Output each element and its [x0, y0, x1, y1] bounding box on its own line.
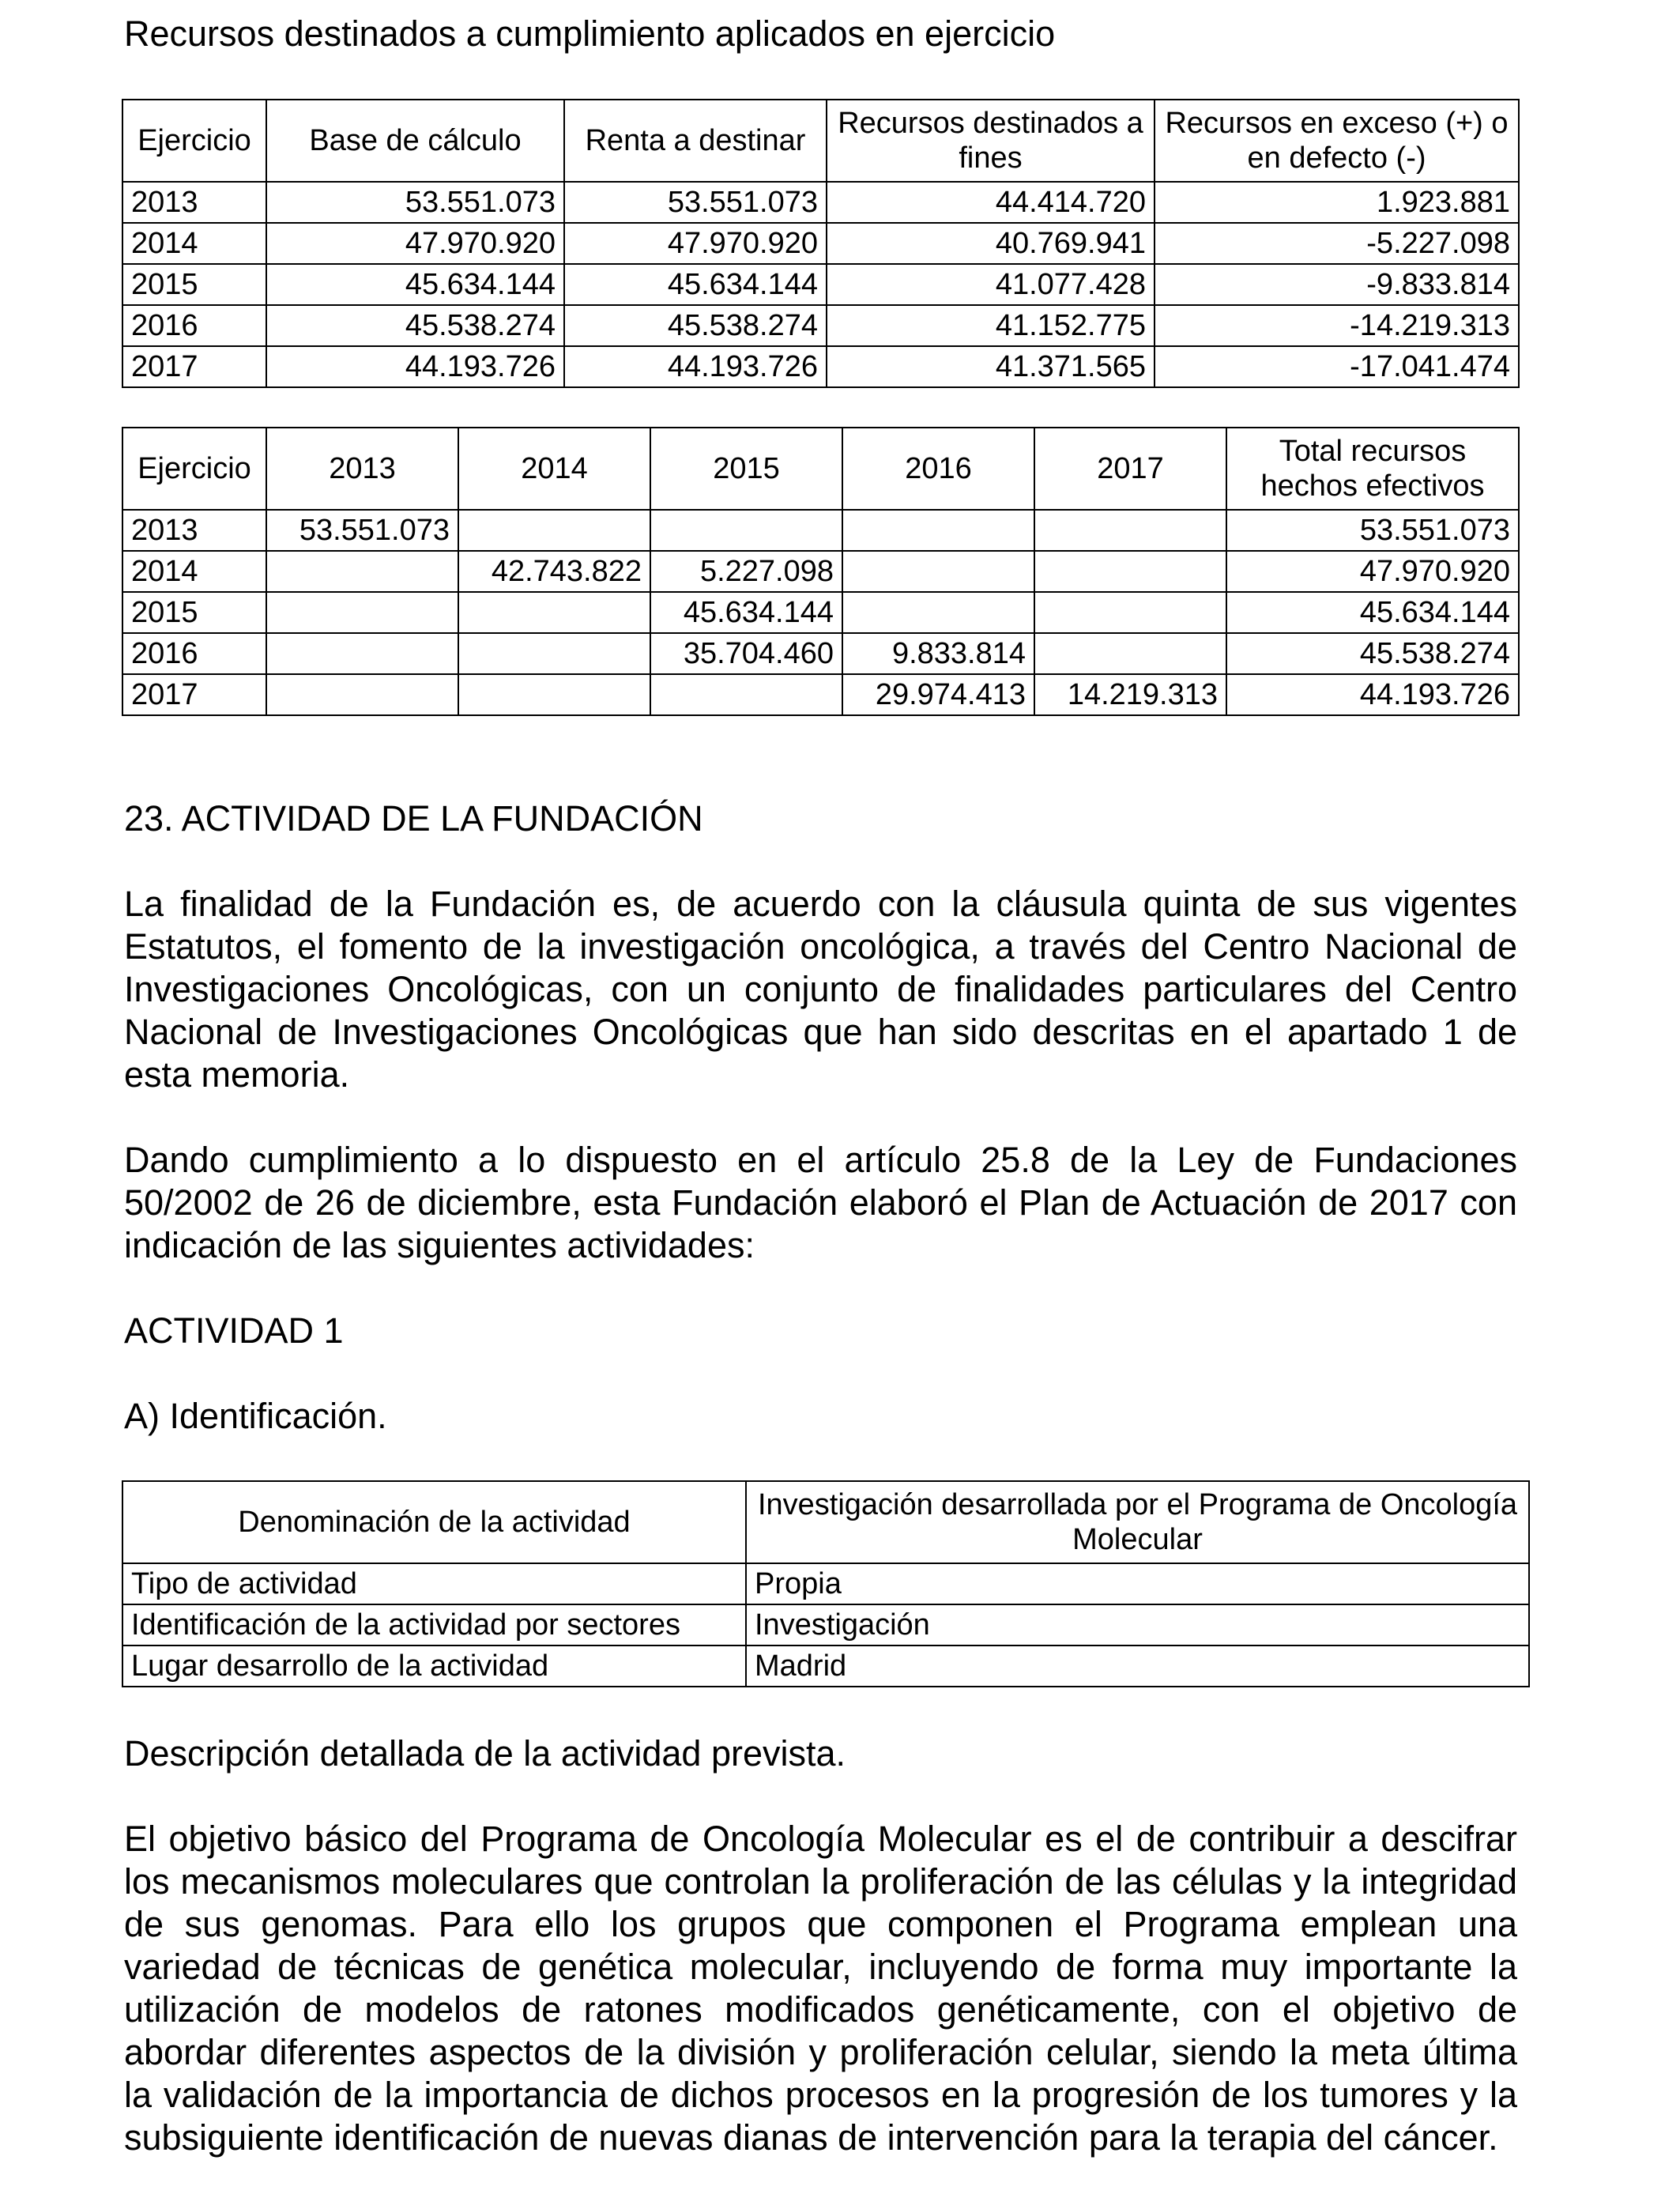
table-cell: [1034, 510, 1226, 551]
table-cell: 45.538.274: [564, 305, 827, 346]
table-cell: [650, 674, 842, 715]
section-heading: 23. ACTIVIDAD DE LA FUNDACIÓN: [124, 798, 703, 839]
table-cell: Madrid: [746, 1646, 1529, 1687]
table-cell: 45.634.144: [564, 264, 827, 305]
table-cell: 2015: [122, 592, 266, 633]
table-cell: [1034, 592, 1226, 633]
table-cell: 47.970.920: [564, 223, 827, 264]
table-cell: [266, 551, 458, 592]
table-cell: 2014: [122, 551, 266, 592]
table-cell: [458, 510, 650, 551]
table-cell: Tipo de actividad: [122, 1563, 746, 1604]
table-row: [122, 592, 1519, 633]
description-heading: Descripción detallada de la actividad prevista.: [124, 1733, 846, 1774]
table-header-row: [122, 428, 1519, 510]
table-row: [122, 223, 1519, 264]
table-cell: 41.152.775: [827, 305, 1155, 346]
column-header: Base de cálculo: [266, 100, 564, 182]
table-cell: Lugar desarrollo de la actividad: [122, 1646, 746, 1687]
column-header: 2017: [1034, 428, 1226, 510]
paragraph-description: El objetivo básico del Programa de Oncología Molecular es el de contribuir a descifrar los mecanismos moleculares que controlan la proliferación de las células y la integridad de sus genomas. Para ello los grupos que componen el Programa emplean una variedad de técnicas de genética molecular, incluyendo de forma muy importante la utilización de modelos de ratones modificados genéticamente, con el objetivo de abordar diferentes aspectos de la división y proliferación celular, siendo la meta última la validación de la importancia de dichos procesos en la progresión de los tumores y la subsiguiente identificación de nuevas dianas de intervención para la terapia del cáncer.: [124, 1819, 1517, 2158]
table-cell: [266, 633, 458, 674]
table-cell: -9.833.814: [1155, 264, 1519, 305]
column-header: 2014: [458, 428, 650, 510]
table-cell: 44.193.726: [266, 346, 564, 387]
table-cell: 44.193.726: [1226, 674, 1519, 715]
table-cell: 45.634.144: [266, 264, 564, 305]
table-cell: [458, 674, 650, 715]
table-cell: 2016: [122, 305, 266, 346]
table-cell: [266, 592, 458, 633]
table-cell: -14.219.313: [1155, 305, 1519, 346]
column-header: Recursos en exceso (+) o en defecto (-): [1155, 100, 1519, 182]
table-header-row: [122, 100, 1519, 182]
column-header: Ejercicio: [122, 100, 266, 182]
column-header: 2013: [266, 428, 458, 510]
table-cell: Identificación de la actividad por sectores: [122, 1604, 746, 1646]
table-cell: [842, 551, 1034, 592]
table-row: [122, 1646, 1529, 1687]
table-header-row: [122, 1481, 1529, 1563]
table-cell: Propia: [746, 1563, 1529, 1604]
table-cell: 29.974.413: [842, 674, 1034, 715]
table-row: [122, 551, 1519, 592]
resources-table: [122, 99, 1520, 388]
table-cell: 53.551.073: [1226, 510, 1519, 551]
table-cell: 5.227.098: [650, 551, 842, 592]
identification-heading: A) Identificación.: [124, 1396, 387, 1436]
table-cell: 9.833.814: [842, 633, 1034, 674]
table-row: [122, 182, 1519, 223]
column-header: Denominación de la actividad: [122, 1481, 746, 1563]
table-row: [122, 1604, 1529, 1646]
column-header: Ejercicio: [122, 428, 266, 510]
table-row: [122, 1563, 1529, 1604]
effective-resources-table: [122, 427, 1520, 716]
paragraph-plan: Dando cumplimiento a lo dispuesto en el artículo 25.8 de la Ley de Fundaciones 50/2002 de 26 de diciembre, esta Fundación elaboró el Plan de Actuación de 2017 con indicación de las siguientes actividades:: [124, 1140, 1517, 1265]
activity-identification-table: [122, 1480, 1530, 1687]
activity-heading: ACTIVIDAD 1: [124, 1310, 344, 1351]
table-cell: 1.923.881: [1155, 182, 1519, 223]
table-cell: 47.970.920: [1226, 551, 1519, 592]
table-cell: [458, 633, 650, 674]
table-cell: 2014: [122, 223, 266, 264]
table-row: [122, 633, 1519, 674]
table-cell: [1034, 551, 1226, 592]
column-header: 2015: [650, 428, 842, 510]
table-cell: 45.538.274: [1226, 633, 1519, 674]
table-cell: [458, 592, 650, 633]
column-header: Total recursos hechos efectivos: [1226, 428, 1519, 510]
table-cell: 44.193.726: [564, 346, 827, 387]
table-cell: 2017: [122, 346, 266, 387]
table-cell: [842, 510, 1034, 551]
table-cell: 14.219.313: [1034, 674, 1226, 715]
table-cell: 2017: [122, 674, 266, 715]
table-cell: 45.634.144: [1226, 592, 1519, 633]
table-cell: 53.551.073: [564, 182, 827, 223]
table-cell: 2013: [122, 182, 266, 223]
table-cell: 2016: [122, 633, 266, 674]
table-cell: 42.743.822: [458, 551, 650, 592]
table-row: [122, 305, 1519, 346]
table-cell: 35.704.460: [650, 633, 842, 674]
table-cell: 41.077.428: [827, 264, 1155, 305]
table-cell: [1034, 633, 1226, 674]
table-row: [122, 674, 1519, 715]
column-header: Investigación desarrollada por el Programa de Oncología Molecular: [746, 1481, 1529, 1563]
table-row: [122, 346, 1519, 387]
column-header: Recursos destinados a fines: [827, 100, 1155, 182]
table-cell: [266, 674, 458, 715]
table-cell: [842, 592, 1034, 633]
table-cell: 2015: [122, 264, 266, 305]
column-header: 2016: [842, 428, 1034, 510]
table-cell: 53.551.073: [266, 510, 458, 551]
table-cell: 47.970.920: [266, 223, 564, 264]
table-cell: 53.551.073: [266, 182, 564, 223]
table-cell: 40.769.941: [827, 223, 1155, 264]
table-cell: Investigación: [746, 1604, 1529, 1646]
table1-title: Recursos destinados a cumplimiento aplicados en ejercicio: [124, 13, 1056, 54]
column-header: Renta a destinar: [564, 100, 827, 182]
table-cell: 2013: [122, 510, 266, 551]
table-row: [122, 264, 1519, 305]
table-cell: 45.538.274: [266, 305, 564, 346]
table-cell: -17.041.474: [1155, 346, 1519, 387]
table-cell: 45.634.144: [650, 592, 842, 633]
table-cell: 41.371.565: [827, 346, 1155, 387]
table-cell: -5.227.098: [1155, 223, 1519, 264]
table-cell: 44.414.720: [827, 182, 1155, 223]
table-cell: [650, 510, 842, 551]
paragraph-purpose: La finalidad de la Fundación es, de acuerdo con la cláusula quinta de sus vigentes Estatutos, el fomento de la investigación oncológica, a través del Centro Nacional de Investigaciones Oncológicas, con un conjunto de finalidades particulares del Centro Nacional de Investigaciones Oncológicas que han sido descritas en el apartado 1 de esta memoria.: [124, 884, 1517, 1095]
table-row: [122, 510, 1519, 551]
